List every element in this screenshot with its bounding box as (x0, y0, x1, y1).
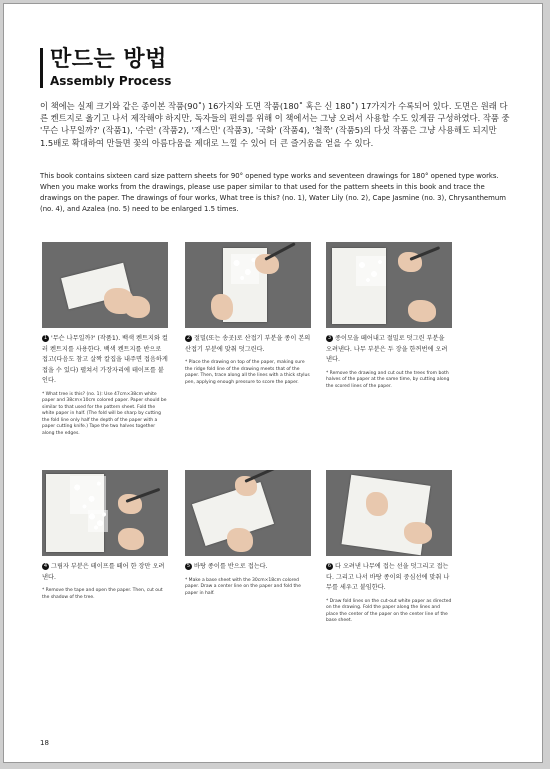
step-4-number-badge: 4 (43, 562, 48, 569)
step-6-korean-text: 다 오려낸 나무에 접는 선을 덧그리고 접는다. 그리고 나서 바탕 종이의 중심선에 맞춰 나무를 세우고 붙임한다. (326, 563, 450, 591)
step-4-english: * Remove the tape and open the paper. Then, cut out the shadow of the tree. (42, 588, 163, 600)
step-4-korean (42, 562, 168, 583)
step-2-number-badge: 2 (186, 334, 191, 341)
step-2-photo (185, 242, 311, 328)
step-6-photo (326, 470, 452, 556)
step-4-korean-text: 그림자 부분은 테이프를 떼어 한 장만 오려낸다. (42, 563, 165, 581)
page-title-korean: 만드는 방법 (50, 47, 167, 72)
title-accent-bar (40, 48, 43, 88)
step-2-korean (185, 334, 311, 355)
step-3-number-badge: 3 (327, 334, 332, 341)
step-3 (326, 242, 452, 390)
step-2-english: * Place the drawing on top of the paper, making sure the ridge fold line of the drawing meets that of the paper. Then, trace along all the lines with a thick stylus pen, applying enough pressure to score the paper. (185, 360, 310, 385)
step-1-photo (42, 242, 168, 328)
step-5 (185, 470, 311, 597)
step-5-korean-text: 바탕 종이를 반으로 접는다. (194, 563, 268, 570)
step-1-number-badge: 1 (43, 334, 48, 341)
step-4 (42, 470, 168, 601)
step-1-korean (42, 334, 168, 387)
step-1-english: * What tree is this? (no. 1): Use 47cm×38cm white paper and 38cm×10cm colored paper. Paper should be similar to that used for the pattern sheet. Fold the white paper in half. (The fold will be sharp by cutting the fold line only half the depth of the paper with a paper cutting knife.) Tape the two halves together along the edges. (42, 391, 167, 437)
step-4-photo (42, 470, 168, 556)
step-2-korean-text: 절밀(또는 송곳)로 산접기 부분을 종이 본의 산접기 부분에 맞춰 덧그린다. (185, 335, 311, 353)
step-6-number-badge: 6 (327, 562, 332, 569)
step-2 (185, 242, 311, 386)
step-3-english: * Remove the drawing and cut out the trees from both halves of the paper at the same time, by cutting along the scored lines of the paper. (326, 370, 450, 389)
step-1-korean-text: '무슨 나무일까?' (작품1). 백색 켄트지와 컬러 켄트지를 사용한다. 백색 켄트지를 반으로 접고(다음도 참고 살짝 칼집을 내주면 접음하게 접을 수 있다) 펼쳐서 가장자리에 테이프를 붙인다. (42, 335, 168, 384)
page (3, 3, 543, 763)
page-title-english: Assembly Process (50, 74, 172, 88)
step-3-korean-text: 종이모을 떼어내고 절밀로 덧그린 부분을 오려낸다. 나무 부분은 두 장을 한꺼번에 오려낸다. (326, 335, 448, 363)
step-5-photo (185, 470, 311, 556)
step-1 (42, 242, 168, 438)
step-3-korean (326, 334, 452, 366)
step-6-english: * Draw fold lines on the cut-out white paper as directed on the drawing. Fold the paper along the lines and place the center of the paper on the center line of the base sheet. (326, 598, 452, 624)
intro-korean-paragraph: 이 책에는 실제 크기와 같은 종이본 작품(90˚) 16가지와 도면 작품(180˚ 혹은 신 180˚) 17가지가 수록되어 있다. 도면은 원래 다른 켄트지로 옮기고 나서 제작해야 하지만, 독자들의 편의를 위해 이 책에서는 그냥 오려서 사용할 수도 있게끔 구성하였다. 작품 중 '무슨 나무일까?' (작품1), '수련' (작품2), '재스민' (작품3), '국화' (작품4), '철쭉' (작품5)의 다섯 작품은 그냥 사용해도 되지만 1.5배로 확대하여 만들면 꽃의 아름다움을 제대로 느낄 수 있어 더 큰 즐거움을 얻을 수 있다. (40, 101, 510, 148)
step-6-korean (326, 562, 452, 594)
step-6 (326, 470, 452, 625)
step-5-number-badge: 5 (186, 562, 191, 569)
intro-english-paragraph: This book contains sixteen card size pattern sheets for 90° opened type works and seventeen drawings for 180° opened type works. When you make works from the drawings, please use paper similar to that used for the pattern sheets in this book and trace the drawings on the paper. The drawings of four works, What tree is this? (no. 1), Water Lily (no. 2), Cape Jasmine (no. 3), Chrysanthemum (no. 4), and Azalea (no. 5) need to be enlarged 1.5 times. (40, 172, 506, 213)
page-number: 18 (40, 739, 49, 747)
step-5-english: * Make a base sheet with the 30cm×18cm colored paper. Draw a center line on the paper and fold the paper in half. (185, 577, 301, 596)
step-3-photo (326, 242, 452, 328)
step-5-korean (185, 562, 311, 573)
